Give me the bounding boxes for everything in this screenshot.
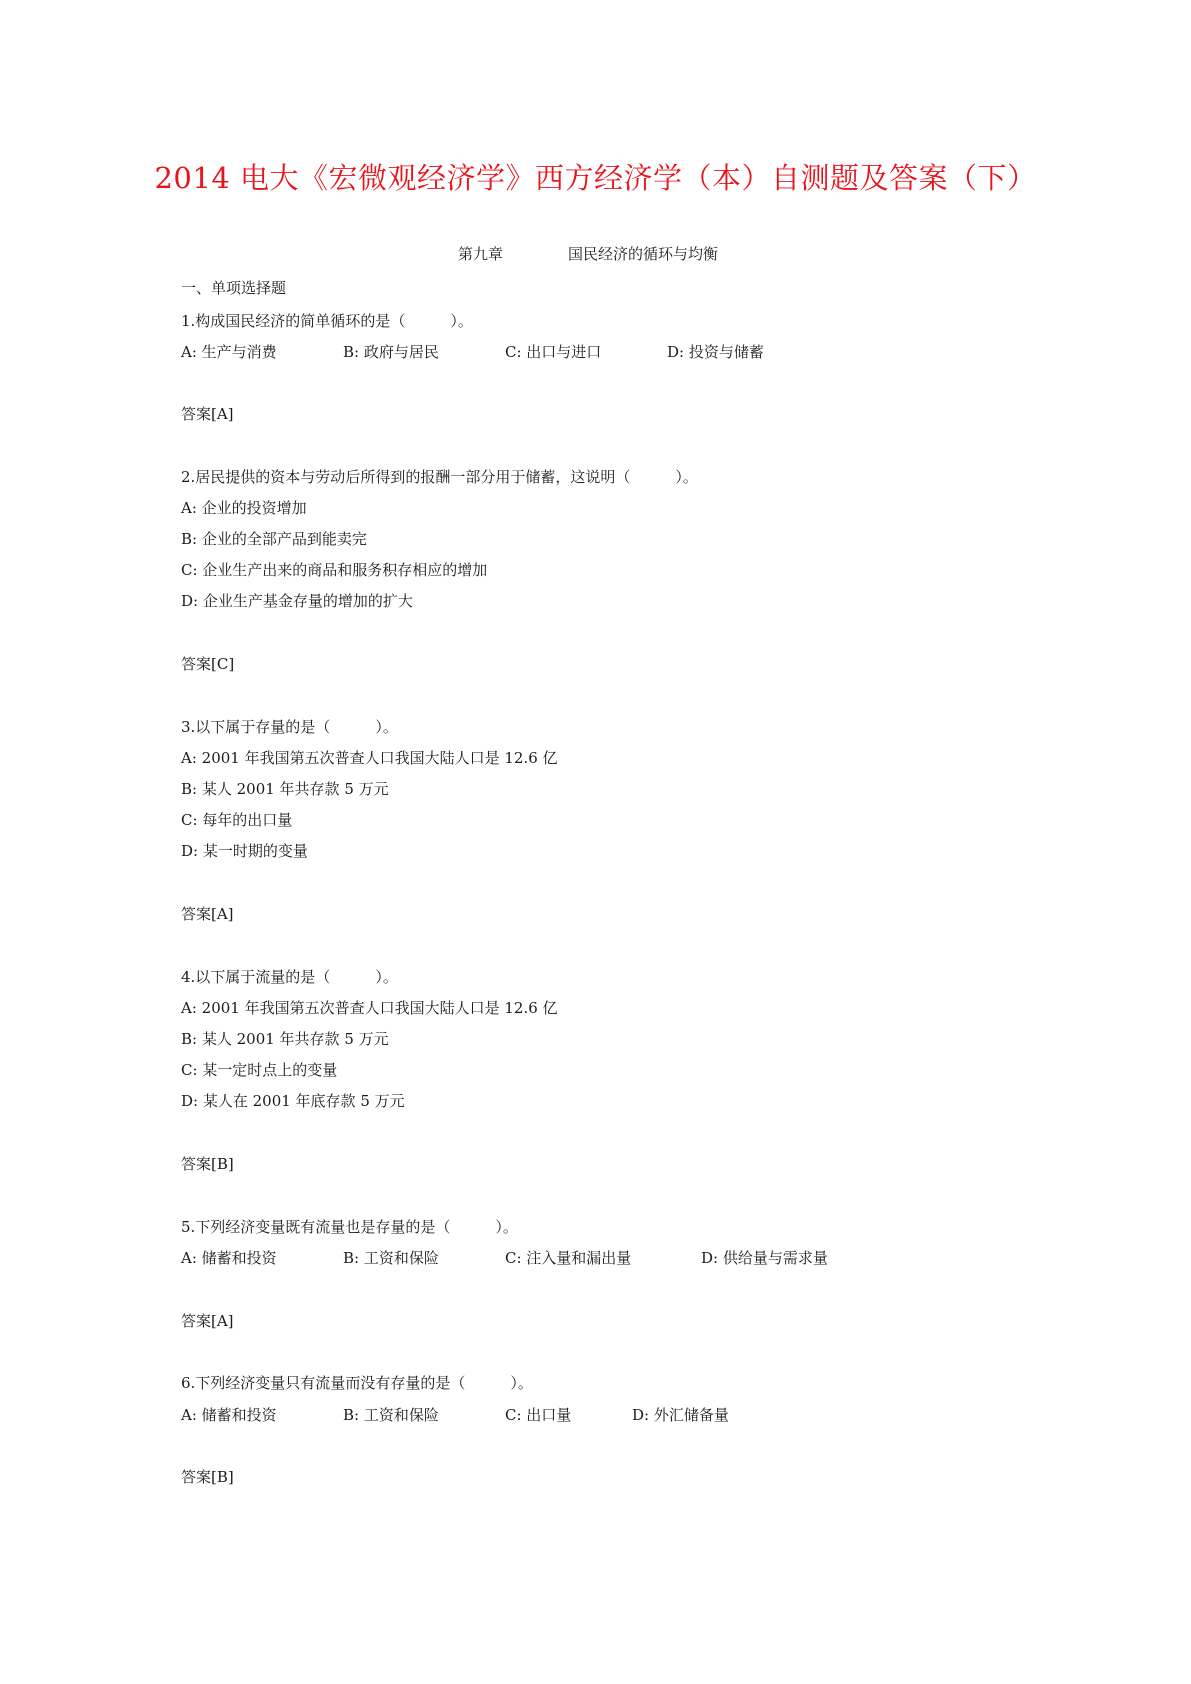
question-4-option-c: C: 某一定时点上的变量 (181, 1061, 338, 1079)
question-1-option-c: C: 出口与进口 (505, 343, 602, 361)
question-4-option-d: D: 某人在 2001 年底存款 5 万元 (181, 1092, 405, 1110)
question-2-option-c: C: 企业生产出来的商品和服务积存相应的增加 (181, 561, 488, 579)
question-1-options (181, 342, 1081, 362)
question-1-option-b: B: 政府与居民 (343, 343, 439, 361)
question-1-option-d: D: 投资与储蓄 (667, 343, 764, 361)
section-heading: 一、单项选择题 (181, 279, 287, 297)
question-6-answer: 答案[B] (181, 1468, 234, 1486)
question-2-option-a: A: 企业的投资增加 (181, 499, 307, 517)
question-5-option-b: B: 工资和保险 (343, 1249, 439, 1267)
question-5-option-a: A: 储蓄和投资 (181, 1249, 277, 1267)
question-3-option-c: C: 每年的出口量 (181, 811, 293, 829)
question-5-answer: 答案[A] (181, 1312, 234, 1330)
question-6-option-c: C: 出口量 (505, 1406, 572, 1424)
question-5-option-d: D: 供给量与需求量 (701, 1249, 828, 1267)
question-2-answer: 答案[C] (181, 655, 235, 673)
question-2-option-b: B: 企业的全部产品到能卖完 (181, 530, 367, 548)
chapter-number: 第九章 (458, 245, 504, 263)
question-4-option-a: A: 2001 年我国第五次普查人口我国大陆人口是 12.6 亿 (181, 999, 558, 1017)
question-5-stem: 5.下列经济变量既有流量也是存量的是（ ）。 (181, 1218, 518, 1236)
question-3-answer: 答案[A] (181, 905, 234, 923)
question-4-option-b: B: 某人 2001 年共存款 5 万元 (181, 1030, 389, 1048)
question-2-option-d: D: 企业生产基金存量的增加的扩大 (181, 592, 413, 610)
question-5-options (181, 1248, 1081, 1268)
question-1-stem: 1.构成国民经济的简单循环的是（ ）。 (181, 312, 473, 330)
question-3-stem: 3.以下属于存量的是（ ）。 (181, 718, 398, 736)
question-3-option-a: A: 2001 年我国第五次普查人口我国大陆人口是 12.6 亿 (181, 749, 558, 767)
question-6-option-d: D: 外汇储备量 (632, 1406, 729, 1424)
question-3-option-b: B: 某人 2001 年共存款 5 万元 (181, 780, 389, 798)
question-1-option-a: A: 生产与消费 (181, 343, 277, 361)
question-6-stem: 6.下列经济变量只有流量而没有存量的是（ ）。 (181, 1374, 533, 1392)
chapter-name: 国民经济的循环与均衡 (568, 245, 719, 263)
document-title: 2014 电大《宏微观经济学》西方经济学（本）自测题及答案（下） (154, 161, 1037, 195)
question-6-options (181, 1405, 1081, 1425)
question-5-option-c: C: 注入量和漏出量 (505, 1249, 632, 1267)
question-4-answer: 答案[B] (181, 1155, 234, 1173)
question-1-answer: 答案[A] (181, 405, 234, 423)
question-3-option-d: D: 某一时期的变量 (181, 842, 308, 860)
question-6-option-b: B: 工资和保险 (343, 1406, 439, 1424)
question-4-stem: 4.以下属于流量的是（ ）。 (181, 968, 398, 986)
question-2-stem: 2.居民提供的资本与劳动后所得到的报酬一部分用于储蓄，这说明（ ）。 (181, 468, 698, 486)
question-6-option-a: A: 储蓄和投资 (181, 1406, 277, 1424)
